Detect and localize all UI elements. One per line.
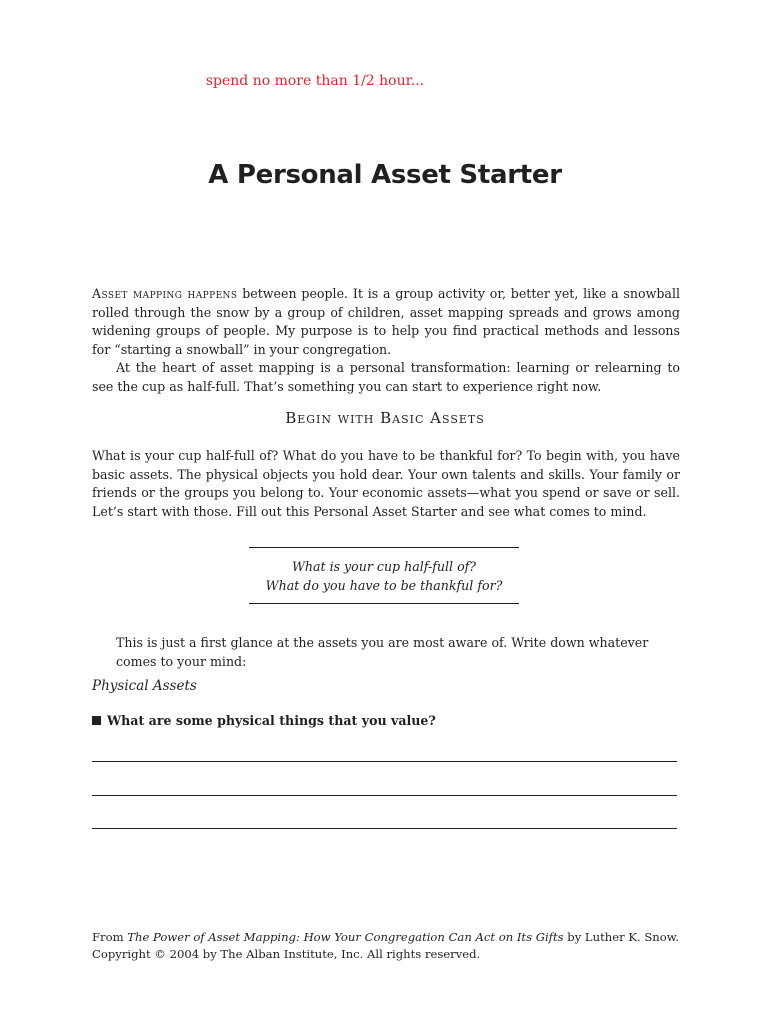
footer-from: From xyxy=(92,930,128,944)
pull-quote-top-rule xyxy=(249,547,519,548)
answer-line-2[interactable] xyxy=(92,795,677,796)
pull-quote-line-2: What do you have to be thankful for? xyxy=(265,577,503,593)
section-heading: Begin with Basic Assets xyxy=(285,409,485,427)
intro-paragraph-2: At the heart of asset mapping is a personal transformation: learning or relearning to see the cup as half-full. That’s something you can start to experience right now. xyxy=(92,360,680,394)
square-bullet-icon xyxy=(92,716,101,725)
page-title: A Personal Asset Starter xyxy=(208,160,562,190)
copyright-footer xyxy=(92,929,680,963)
section-body: What is your cup half-full of? What do you have to be thankful for? To begin with, you have basic assets. The physical objects you hold dear. Your own talents and skills. Your family or friends or the groups you belong to. Your economic assets—what you spend or save or sell. Let’s start with those. Fill out this Personal Asset Starter and see what comes to mind. xyxy=(92,448,680,519)
physical-assets-question xyxy=(92,713,436,728)
footer-book-title: The Power of Asset Mapping: How Your Congregation Can Act on Its Gifts xyxy=(127,930,564,944)
answer-line-1[interactable] xyxy=(92,761,677,762)
answer-line-3[interactable] xyxy=(92,828,677,829)
intro-paragraph-1-text: between people. It is a group activity or, better yet, like a snowball rolled through the snow by a group of children, asset mapping spreads and grows among widening groups of people. My purpose is to help you find practical methods and lessons for “starting a snowball” in your congregation. xyxy=(92,286,680,357)
intro-paragraph-1 xyxy=(92,285,680,359)
intro-section xyxy=(92,285,680,396)
time-note: spend no more than 1/2 hour... xyxy=(205,73,425,89)
pull-quote-line-1: What is your cup half-full of? xyxy=(291,559,477,574)
intro-lead-in: Asset mapping happens xyxy=(92,286,238,301)
instruction-text: This is just a first glance at the assets you are most aware of. Write down whatever comes to your mind: xyxy=(116,635,649,669)
footer-rest: by Luther K. Snow. Copyright © 2004 by The Alban Institute, Inc. All rights reserved. xyxy=(92,930,679,961)
pull-quote xyxy=(249,558,519,595)
physical-assets-heading: Physical Assets xyxy=(92,678,197,694)
physical-assets-question-text: What are some physical things that you value? xyxy=(107,713,436,728)
pull-quote-bottom-rule xyxy=(249,603,519,604)
